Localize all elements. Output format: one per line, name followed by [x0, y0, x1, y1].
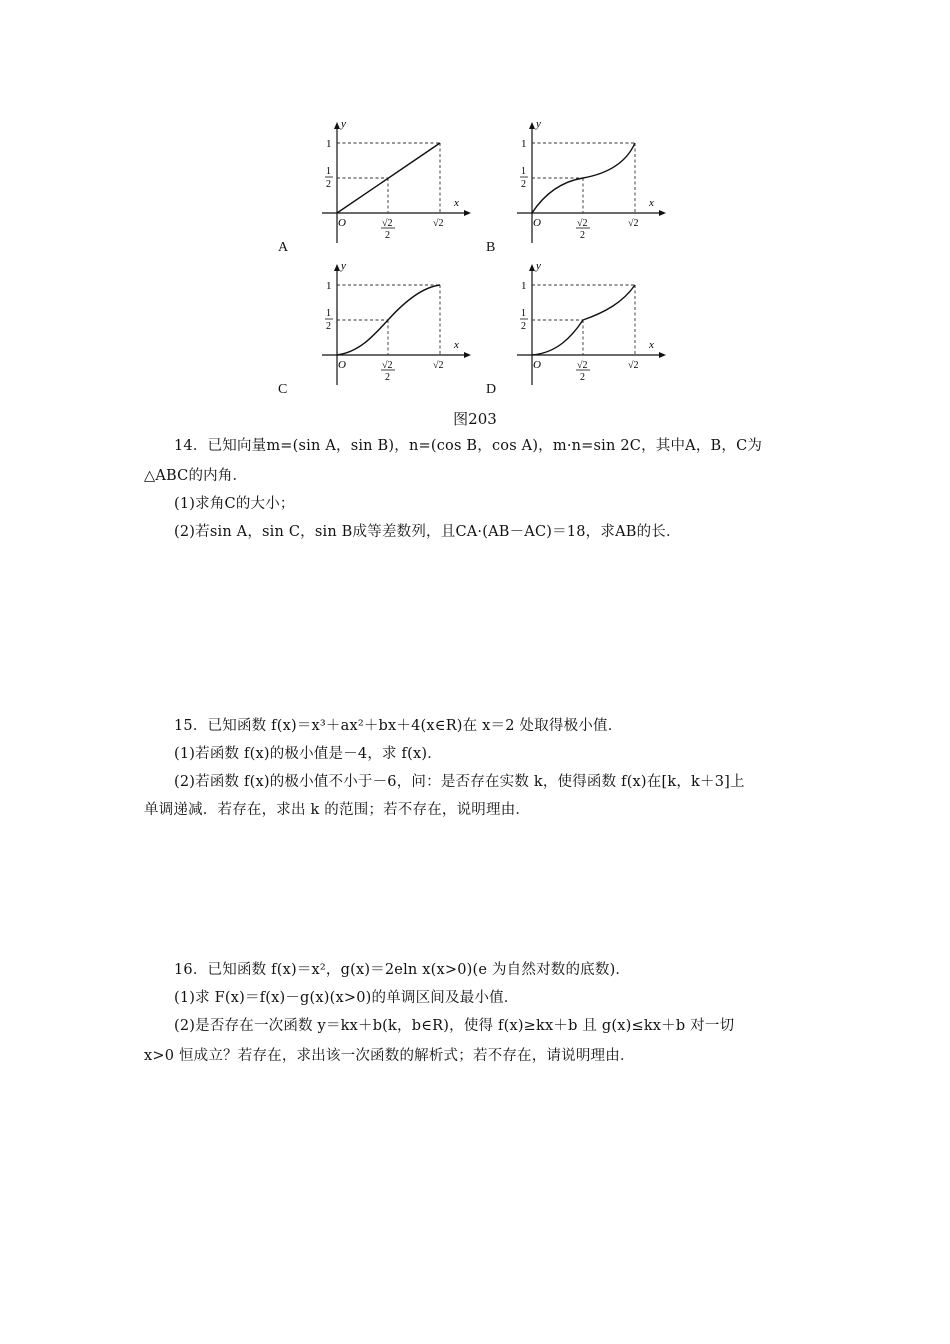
svg-text:y: y: [536, 118, 541, 130]
graph-panel-b: [511, 118, 671, 246]
svg-text:1: 1: [326, 280, 332, 292]
svg-text:1: 1: [521, 166, 526, 177]
svg-text:1: 1: [326, 308, 331, 319]
problem-14-part-2: (2)若sin A，sin C，sin B成等差数列，且CA·(AB－AC)＝18，求AB的长．: [174, 524, 681, 540]
problem-16-part-2: (2)是否存在一次函数 y＝kx＋b(k，b∈R)，使得 f(x)≥kx＋b 且 g(x)≤kx＋b 对一切: [174, 1018, 735, 1034]
figure-caption: 图203: [453, 410, 497, 428]
svg-text:x: x: [649, 197, 654, 209]
problem-15-part-2: (2)若函数 f(x)的极小值不小于－6，问：是否存在实数 k，使得函数 f(x)在[k，k＋3]上: [174, 774, 745, 790]
svg-text:2: 2: [385, 230, 390, 241]
problem-16-line-4: x>0 恒成立？若存在，求出该一次函数的解析式；若不存在，请说明理由．: [144, 1048, 635, 1064]
panel-label-c: C: [278, 382, 288, 397]
svg-text:O: O: [338, 359, 346, 371]
svg-text:√2: √2: [382, 360, 393, 371]
graph-panel-a: [316, 118, 476, 246]
problem-16-line-1: 16．已知函数 f(x)＝x²，g(x)＝2eln x(x>0)(e 为自然对数的底数)．: [174, 962, 631, 978]
svg-text:√2: √2: [433, 360, 444, 371]
svg-text:1: 1: [521, 280, 527, 292]
svg-text:√2: √2: [628, 218, 639, 229]
problem-14-line-1: 14．已知向量m=(sin A，sin B)，n=(cos B，cos A)，m·n=sin 2C，其中A，B，C为: [174, 438, 763, 454]
svg-text:2: 2: [521, 321, 526, 332]
svg-text:1: 1: [326, 166, 331, 177]
svg-text:√2: √2: [577, 360, 588, 371]
curve-b: [532, 143, 635, 213]
curve-d: [532, 285, 635, 355]
svg-text:x: x: [649, 339, 654, 351]
svg-text:2: 2: [326, 179, 331, 190]
svg-text:1: 1: [326, 138, 332, 150]
svg-text:√2: √2: [577, 218, 588, 229]
svg-text:O: O: [533, 359, 541, 371]
problem-15-part-1: (1)若函数 f(x)的极小值是－4，求 f(x)．: [174, 746, 442, 762]
curve-a: [337, 143, 440, 213]
problem-16-part-1: (1)求 F(x)＝f(x)－g(x)(x>0)的单调区间及最小值．: [174, 990, 519, 1006]
problem-14-part-1: (1)求角C的大小；: [174, 496, 295, 512]
svg-text:2: 2: [580, 372, 585, 383]
panel-label-b: B: [486, 240, 496, 255]
curve-c: [337, 285, 440, 355]
svg-text:O: O: [533, 217, 541, 229]
svg-text:√2: √2: [433, 218, 444, 229]
problem-15-line-4: 单调递减．若存在，求出 k 的范围；若不存在，说明理由．: [144, 802, 531, 818]
svg-text:2: 2: [326, 321, 331, 332]
svg-text:2: 2: [521, 179, 526, 190]
svg-text:2: 2: [385, 372, 390, 383]
svg-text:x: x: [454, 339, 459, 351]
svg-text:y: y: [341, 260, 346, 272]
panel-label-d: D: [486, 382, 497, 397]
svg-text:y: y: [536, 260, 541, 272]
problem-15-line-1: 15．已知函数 f(x)＝x³＋ax²＋bx＋4(x∈R)在 x＝2 处取得极小值．: [174, 718, 623, 734]
svg-text:1: 1: [521, 308, 526, 319]
svg-text:2: 2: [580, 230, 585, 241]
svg-text:1: 1: [521, 138, 527, 150]
svg-text:√2: √2: [382, 218, 393, 229]
panel-label-a: A: [278, 240, 289, 255]
svg-text:x: x: [454, 197, 459, 209]
problem-14-line-2: △ABC的内角．: [144, 468, 248, 484]
graph-panel-c: [316, 260, 476, 388]
svg-text:O: O: [338, 217, 346, 229]
svg-text:y: y: [341, 118, 346, 130]
svg-text:√2: √2: [628, 360, 639, 371]
graph-panel-d: [511, 260, 671, 388]
